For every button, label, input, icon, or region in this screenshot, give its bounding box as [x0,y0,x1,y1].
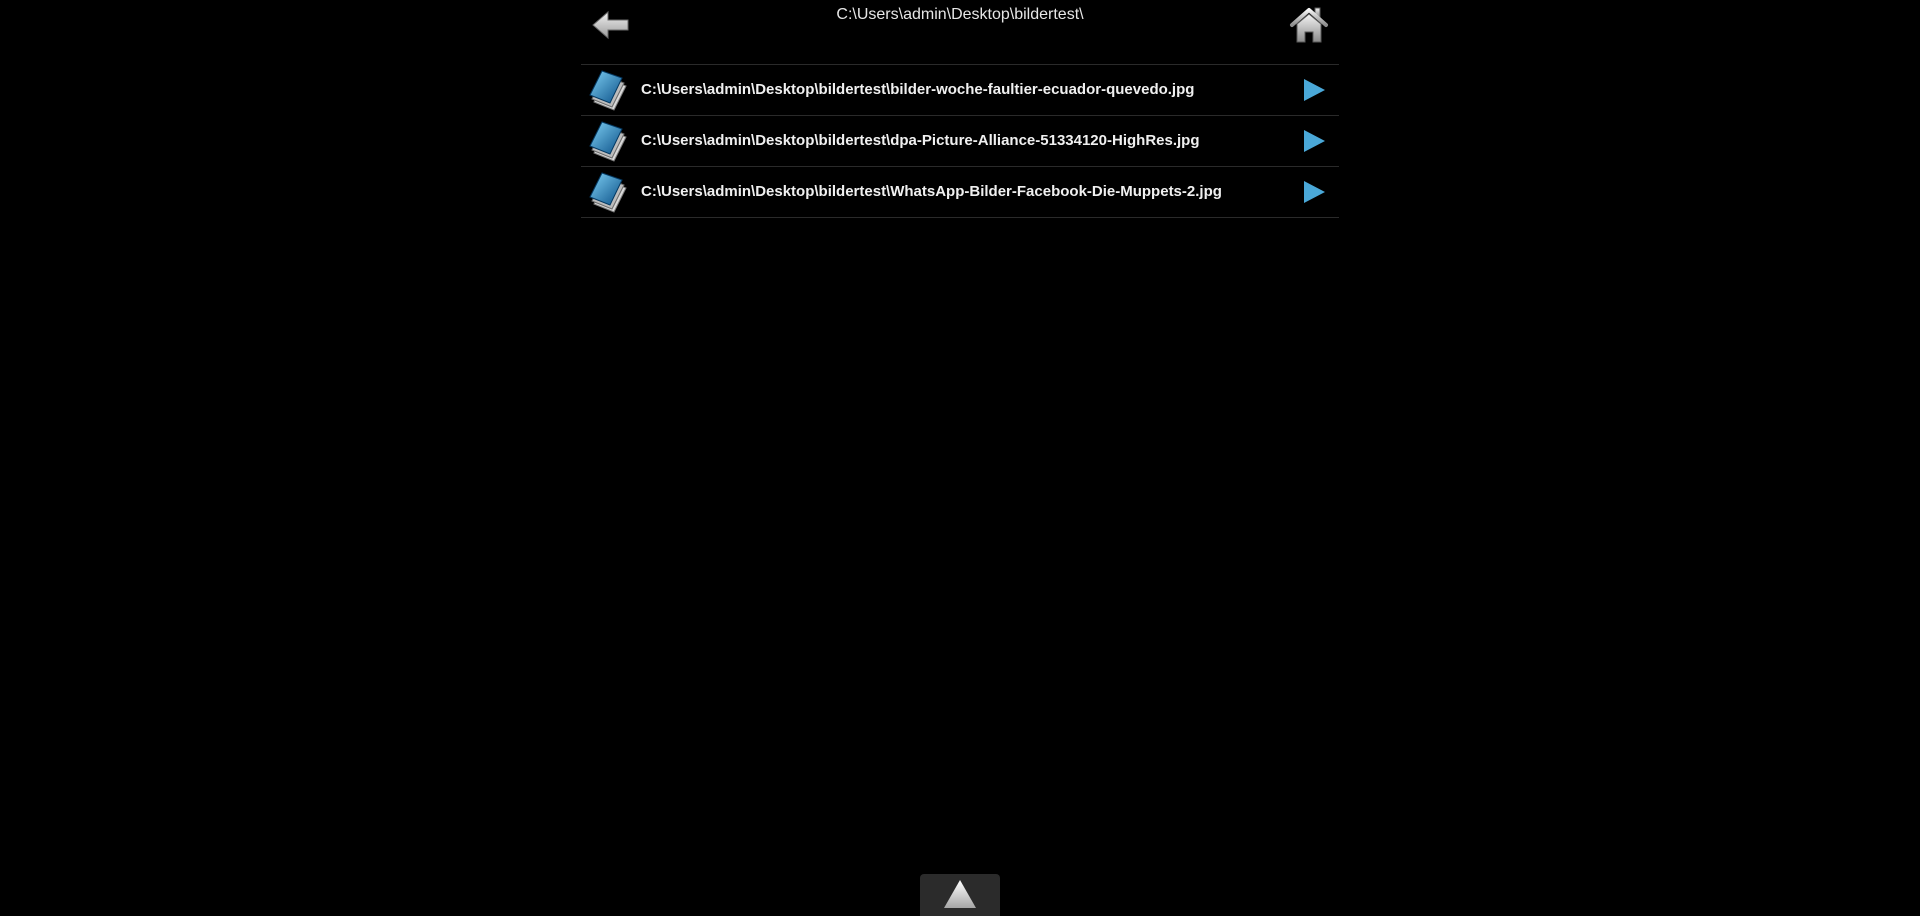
file-row[interactable] [581,167,1339,218]
file-browser-panel [581,0,1339,218]
file-row[interactable] [581,65,1339,116]
home-button[interactable] [1289,4,1329,46]
current-path-title: C:\Users\admin\Desktop\bildertest\ [836,6,1084,23]
play-icon[interactable] [1301,128,1327,154]
document-icon [584,170,630,216]
play-icon[interactable] [1301,179,1327,205]
expand-panel-button[interactable] [920,874,1000,916]
document-icon [584,68,630,114]
file-list [581,65,1339,218]
triangle-up-icon [942,878,978,912]
file-name: C:\Users\admin\Desktop\bildertest\bilder-woche-faultier-ecuador-quevedo.jpg [641,81,1195,98]
file-name: C:\Users\admin\Desktop\bildertest\WhatsApp-Bilder-Facebook-Die-Muppets-2.jpg [641,183,1222,200]
play-icon[interactable] [1301,77,1327,103]
file-row[interactable] [581,116,1339,167]
document-icon [584,119,630,165]
home-icon [1289,4,1329,46]
top-bar [581,0,1339,65]
file-name: C:\Users\admin\Desktop\bildertest\dpa-Picture-Alliance-51334120-HighRes.jpg [641,132,1200,149]
